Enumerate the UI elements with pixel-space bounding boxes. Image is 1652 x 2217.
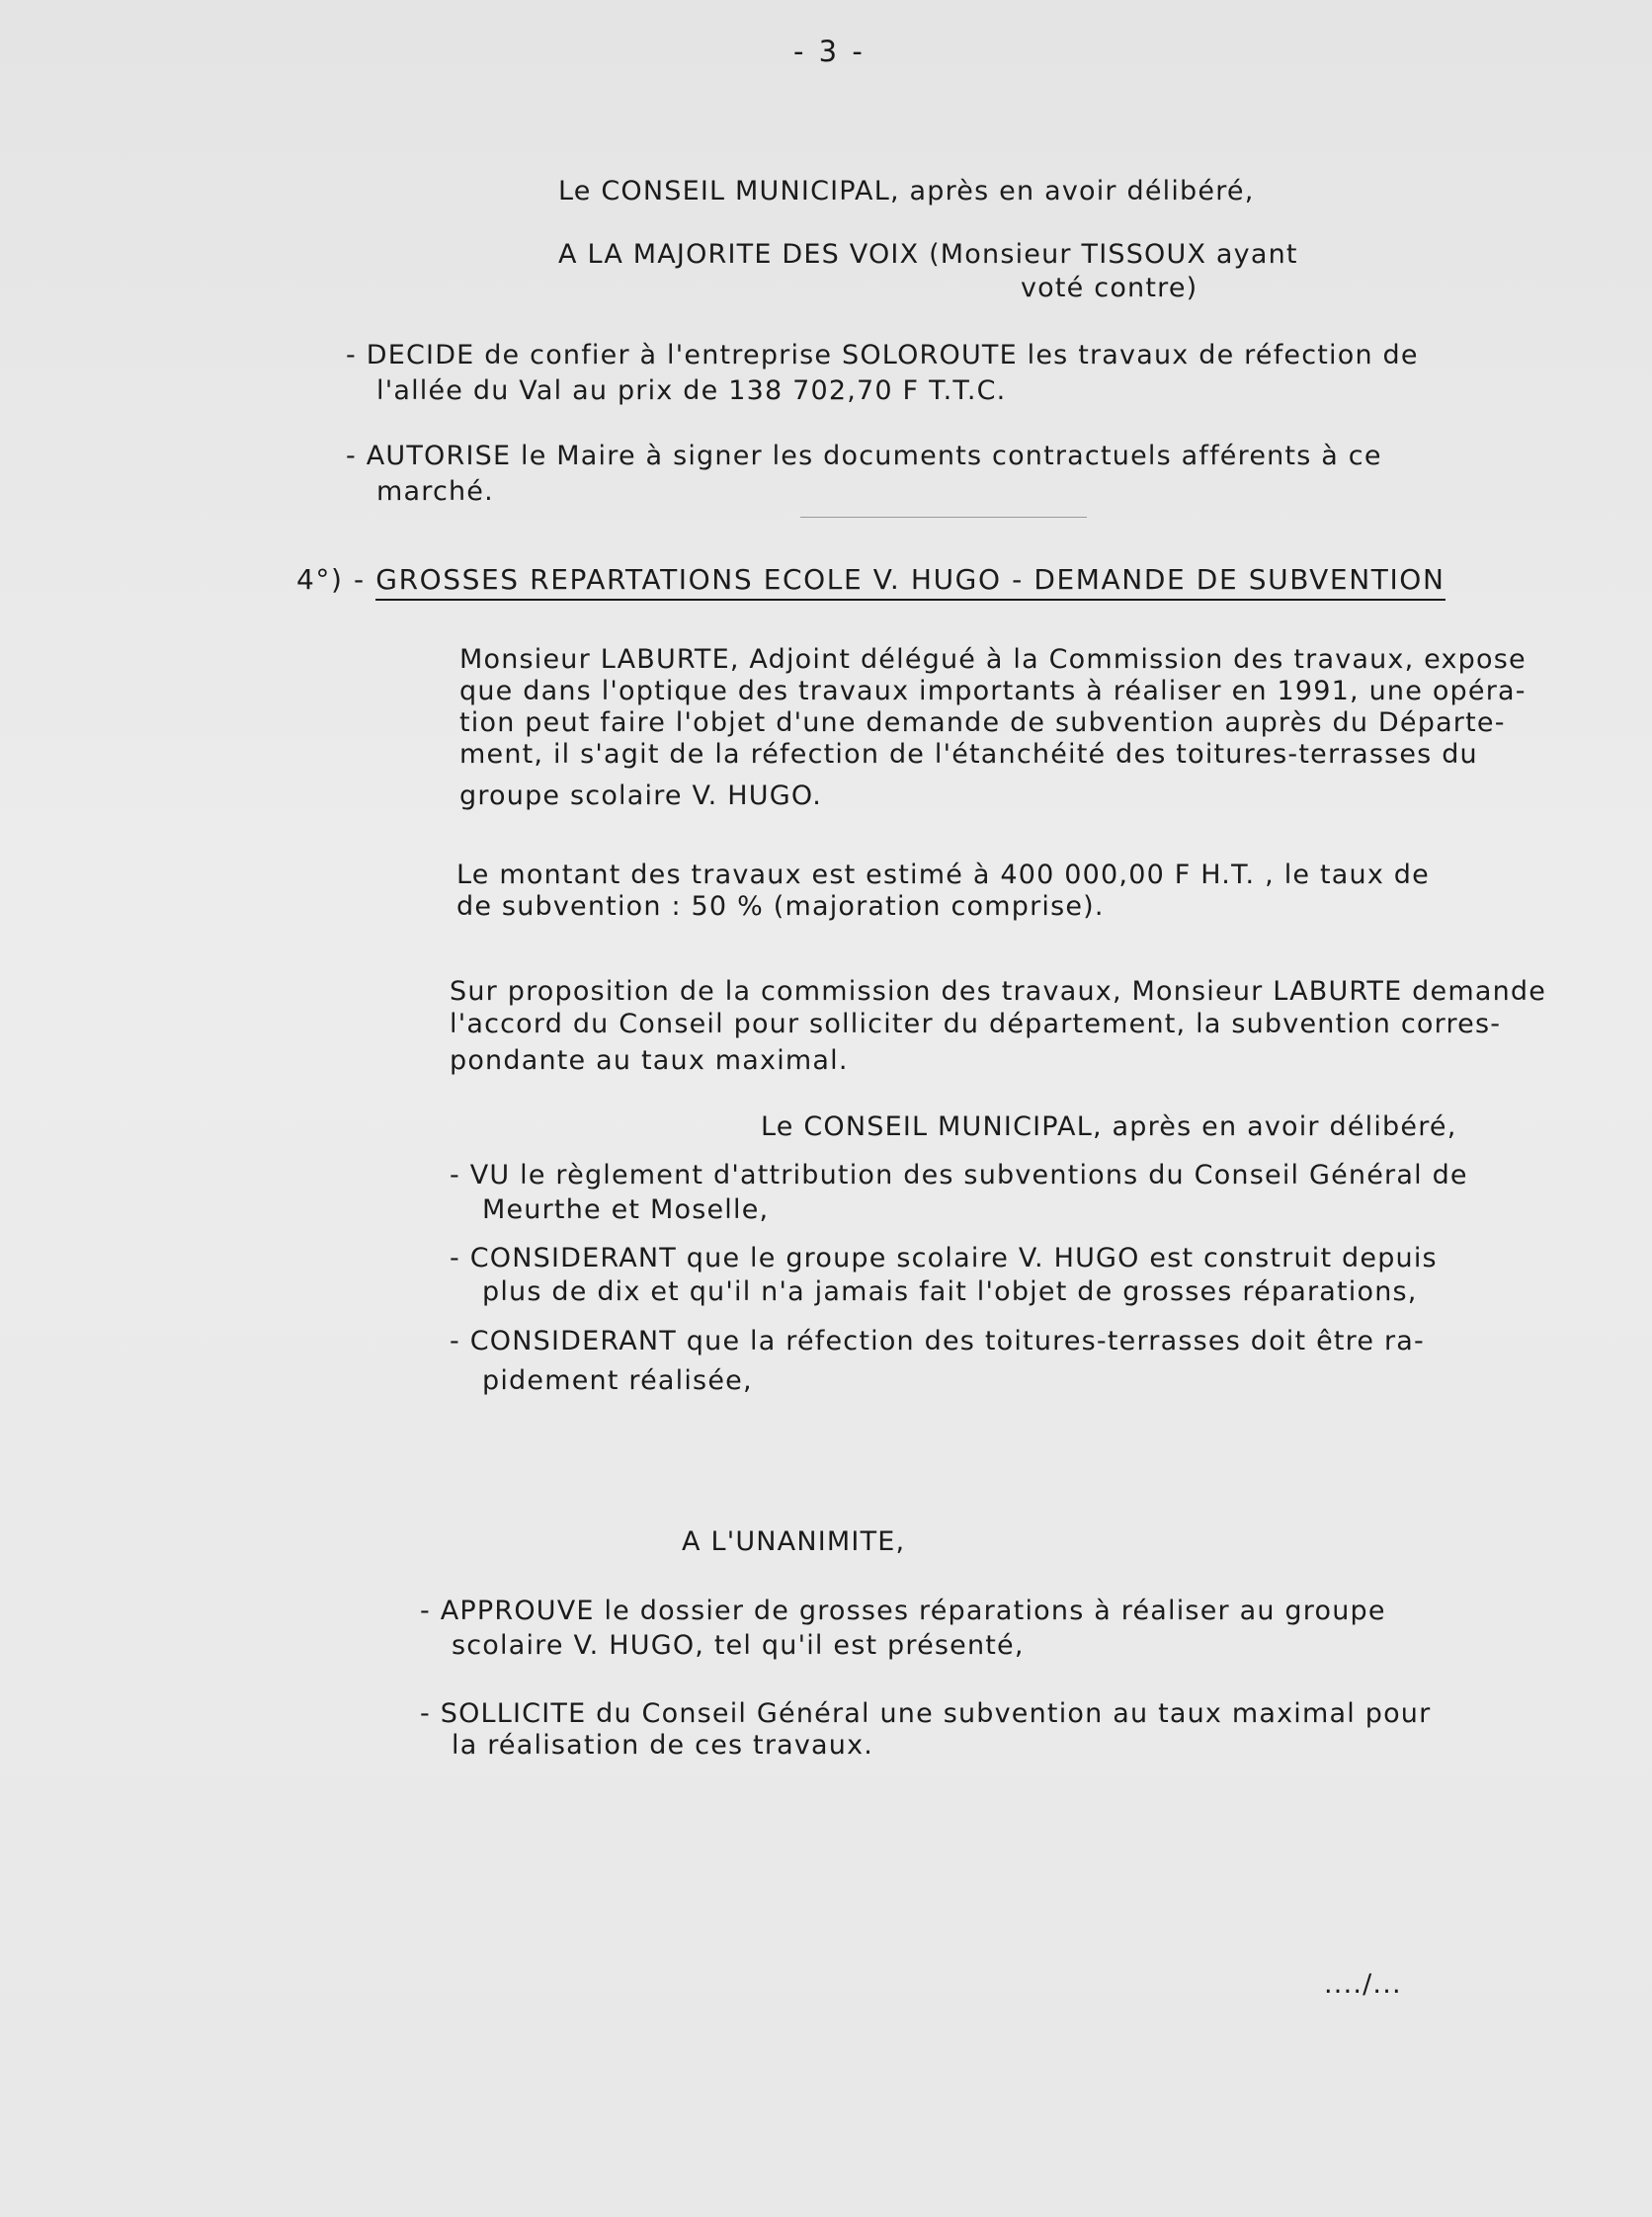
consideration-2-line-1: - CONSIDERANT que le groupe scolaire V. HUGO est construit depuis	[450, 1243, 1438, 1273]
majority-vote-line-2: voté contre)	[1021, 273, 1198, 303]
authorize-item-line-1: - AUTORISE le Maire à signer les documents contractuels afférents à ce	[346, 441, 1382, 471]
paragraph-1-line-3: tion peut faire l'objet d'une demande de subvention auprès du Départe-	[459, 707, 1506, 738]
consideration-2-line-2: plus de dix et qu'il n'a jamais fait l'objet de grosses réparations,	[482, 1276, 1418, 1307]
paragraph-3-line-2: l'accord du Conseil pour solliciter du département, la subvention corres-	[450, 1009, 1502, 1039]
consideration-1-line-1: - VU le règlement d'attribution des subventions du Conseil Général de	[450, 1160, 1468, 1191]
paragraph-3-line-1: Sur proposition de la commission des travaux, Monsieur LABURTE demande	[450, 976, 1547, 1007]
paragraph-1-line-4: ment, il s'agit de la réfection de l'étanchéité des toitures-terrasses du	[459, 739, 1478, 770]
decide-item-line-2: l'allée du Val au prix de 138 702,70 F T.T.C.	[376, 375, 1007, 406]
section-title: GROSSES REPARTATIONS ECOLE V. HUGO - DEMANDE DE SUBVENTION	[375, 563, 1445, 601]
consideration-3-line-1: - CONSIDERANT que la réfection des toitures-terrasses doit être ra-	[450, 1326, 1425, 1356]
majority-vote-line-1: A LA MAJORITE DES VOIX (Monsieur TISSOUX ayant	[558, 239, 1298, 270]
decide-item-line-1: - DECIDE de confier à l'entreprise SOLOROUTE les travaux de réfection de	[346, 340, 1419, 370]
approve-item-line-2: scolaire V. HUGO, tel qu'il est présenté,	[452, 1630, 1025, 1661]
paragraph-1-line-2: que dans l'optique des travaux importants à réaliser en 1991, une opéra-	[459, 676, 1527, 706]
unanimity-heading: A L'UNANIMITE,	[682, 1526, 906, 1557]
consideration-3-line-2: pidement réalisée,	[482, 1365, 753, 1396]
page-number: - 3 -	[793, 35, 866, 68]
section-heading	[296, 563, 1446, 601]
paragraph-2-line-2: de subvention : 50 % (majoration comprise).	[456, 891, 1105, 922]
paragraph-1-line-5: groupe scolaire V. HUGO.	[459, 780, 822, 811]
opening-deliberation: Le CONSEIL MUNICIPAL, après en avoir délibéré,	[558, 176, 1255, 206]
paragraph-1-line-1: Monsieur LABURTE, Adjoint délégué à la Commission des travaux, expose	[459, 644, 1527, 675]
separator-line	[800, 517, 1087, 518]
continuation-mark: ..../...	[1324, 1969, 1402, 2000]
paragraph-3-line-3: pondante au taux maximal.	[450, 1045, 849, 1076]
solicit-item-line-2: la réalisation de ces travaux.	[452, 1730, 874, 1761]
approve-item-line-1: - APPROUVE le dossier de grosses réparations à réaliser au groupe	[420, 1596, 1386, 1626]
authorize-item-line-2: marché.	[376, 476, 494, 507]
section-number: 4°) -	[296, 563, 366, 596]
second-deliberation: Le CONSEIL MUNICIPAL, après en avoir délibéré,	[761, 1111, 1457, 1142]
consideration-1-line-2: Meurthe et Moselle,	[482, 1194, 770, 1225]
solicit-item-line-1: - SOLLICITE du Conseil Général une subvention au taux maximal pour	[420, 1698, 1432, 1729]
paragraph-2-line-1: Le montant des travaux est estimé à 400 000,00 F H.T. , le taux de	[456, 860, 1430, 890]
